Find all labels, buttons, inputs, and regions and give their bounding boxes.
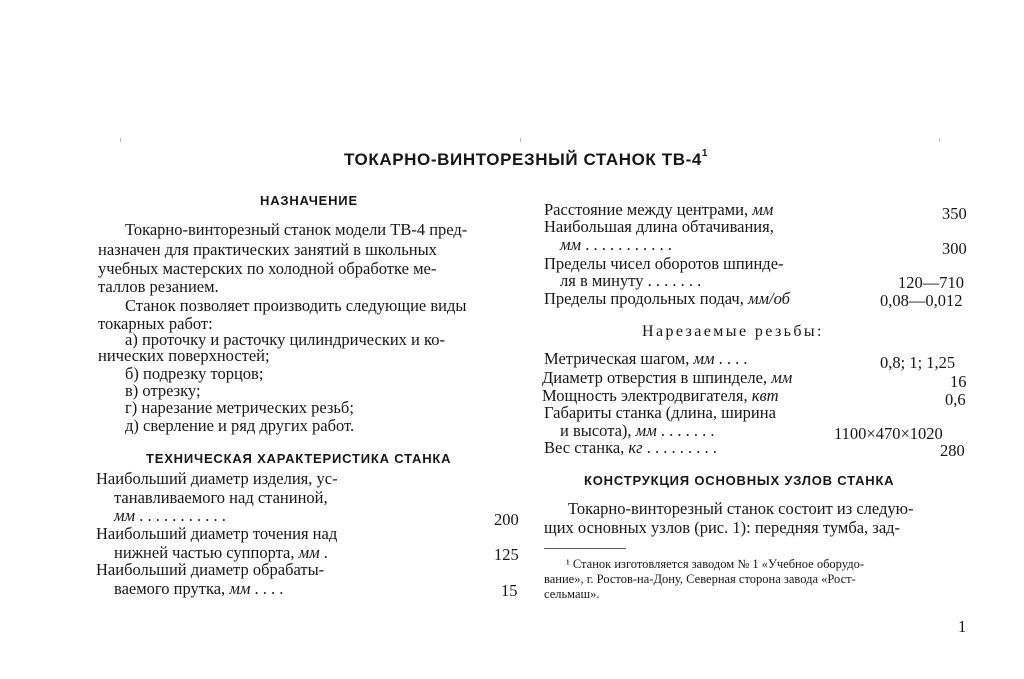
spec-unit: мм (560, 235, 582, 254)
leader-dots: . . . . . . . (643, 271, 702, 290)
spec-label: нижней частью суппорта, (114, 543, 295, 562)
spec-unit: мм/об (747, 289, 790, 308)
spec-label: Наибольший диаметр обрабаты- (96, 560, 325, 579)
footnote-line: сельмаш». (544, 587, 600, 601)
spec-label: танавливаемого над станиной, (114, 488, 328, 507)
spec-label: Диаметр отверстия в шпинделе, (542, 368, 768, 387)
spec-label: Пределы чисел оборотов шпинде- (544, 254, 784, 273)
spec-value: 300 (942, 239, 967, 258)
leader-dots: . . . . . . . (656, 421, 715, 440)
page-title (344, 150, 708, 170)
purpose-line: Станок позволяет производить следующие виды (125, 296, 467, 315)
construction-line: Токарно-винторезный станок состоит из следую- (568, 499, 914, 518)
spec-value: 125 (494, 545, 519, 564)
spec-value: 15 (501, 581, 518, 600)
spec-label: Расстояние между центрами, (544, 200, 749, 219)
spec-value: 120—710 (898, 273, 964, 292)
spec-label: Наибольший диаметр изделия, ус- (96, 469, 338, 488)
spec-label: Наибольшая длина обтачивания, (544, 217, 774, 236)
purpose-heading: НАЗНАЧЕНИЕ (260, 193, 358, 208)
footnote-line: ¹ Станок изготовляется заводом № 1 «Учебное оборудо- (566, 557, 864, 571)
scan-mark (939, 138, 940, 142)
spec-label: ля в минуту (560, 271, 644, 290)
leader-dots: . . . . . . . . . (642, 438, 717, 457)
threads-heading: Нарезаемые резьбы: (642, 323, 824, 340)
spec-value: 0,8; 1; 1,25 (880, 353, 956, 372)
spec-value: 350 (942, 204, 967, 223)
leader-dots: . . . . (714, 349, 748, 368)
footnote-line: вание», г. Ростов-на-Дону, Северная сторона завода «Рост- (544, 572, 856, 586)
spec-unit: мм (752, 200, 774, 219)
scan-mark (520, 138, 521, 142)
spec-value: 0,08—0,012 (880, 291, 963, 310)
purpose-line: назначен для практических занятий в школьных (98, 240, 437, 259)
purpose-line: учебных мастерских по холодной обработке ме- (98, 259, 437, 278)
spec-value: 200 (494, 510, 519, 529)
spec-value: 280 (940, 441, 965, 460)
spec-unit: мм (114, 506, 136, 525)
spec-label: ваемого прутка, (114, 579, 226, 598)
purpose-line: токарных работ: (98, 314, 213, 333)
spec-unit: мм (771, 368, 793, 387)
title-text: ТОКАРНО-ВИНТОРЕЗНЫЙ СТАНОК ТВ-4 (344, 150, 702, 169)
leader-dots: . . . . . . . . . . . (135, 506, 226, 525)
construction-line: щих основных узлов (рис. 1): передняя тумба, зад- (544, 518, 901, 537)
spec-unit: мм (693, 349, 715, 368)
scan-mark (120, 138, 121, 142)
spec-label: Вес станка, (544, 438, 625, 457)
spec-label: Габариты станка (длина, ширина (544, 403, 776, 422)
specs-heading: ТЕХНИЧЕСКАЯ ХАРАКТЕРИСТИКА СТАНКА (146, 451, 452, 466)
spec-unit: мм (635, 421, 657, 440)
purpose-list-item: а) проточку и расточку цилиндрических и ко- (125, 330, 445, 349)
spec-unit: квт (751, 386, 779, 405)
page-number: 1 (958, 617, 967, 636)
spec-label: Мощность электродвигателя, (542, 386, 748, 405)
spec-unit: мм (298, 543, 320, 562)
leader-dots: . . . . . . . . . . . (581, 235, 672, 254)
purpose-line: таллов резанием. (98, 277, 219, 296)
leader-dots: . . . . (250, 579, 284, 598)
purpose-list-item: нических поверхностей; (98, 346, 270, 365)
spec-unit: мм (229, 579, 251, 598)
spec-value: 0,6 (945, 390, 966, 409)
purpose-list-item: в) отрезку; (125, 381, 201, 400)
purpose-list-item: г) нарезание метрических резьб; (125, 398, 354, 417)
construction-heading: КОНСТРУКЦИЯ ОСНОВНЫХ УЗЛОВ СТАНКА (584, 473, 895, 488)
spec-label: Наибольший диаметр точения над (96, 524, 338, 543)
spec-label: и высота), (560, 421, 632, 440)
purpose-list-item: б) подрезку торцов; (125, 364, 264, 383)
purpose-line: Токарно-винторезный станок модели ТВ-4 пред- (125, 220, 468, 239)
leader-dots: . (319, 543, 328, 562)
spec-value: 16 (950, 372, 967, 391)
spec-label: Метрическая шагом, (544, 349, 690, 368)
footnote-rule (544, 548, 626, 549)
spec-label: Пределы продольных подач, (544, 289, 744, 308)
spec-unit: кг (628, 438, 643, 457)
spec-value: 1100×470×1020 (834, 424, 943, 443)
title-footnote-mark: 1 (701, 148, 709, 159)
purpose-list-item: д) сверление и ряд других работ. (125, 416, 355, 435)
